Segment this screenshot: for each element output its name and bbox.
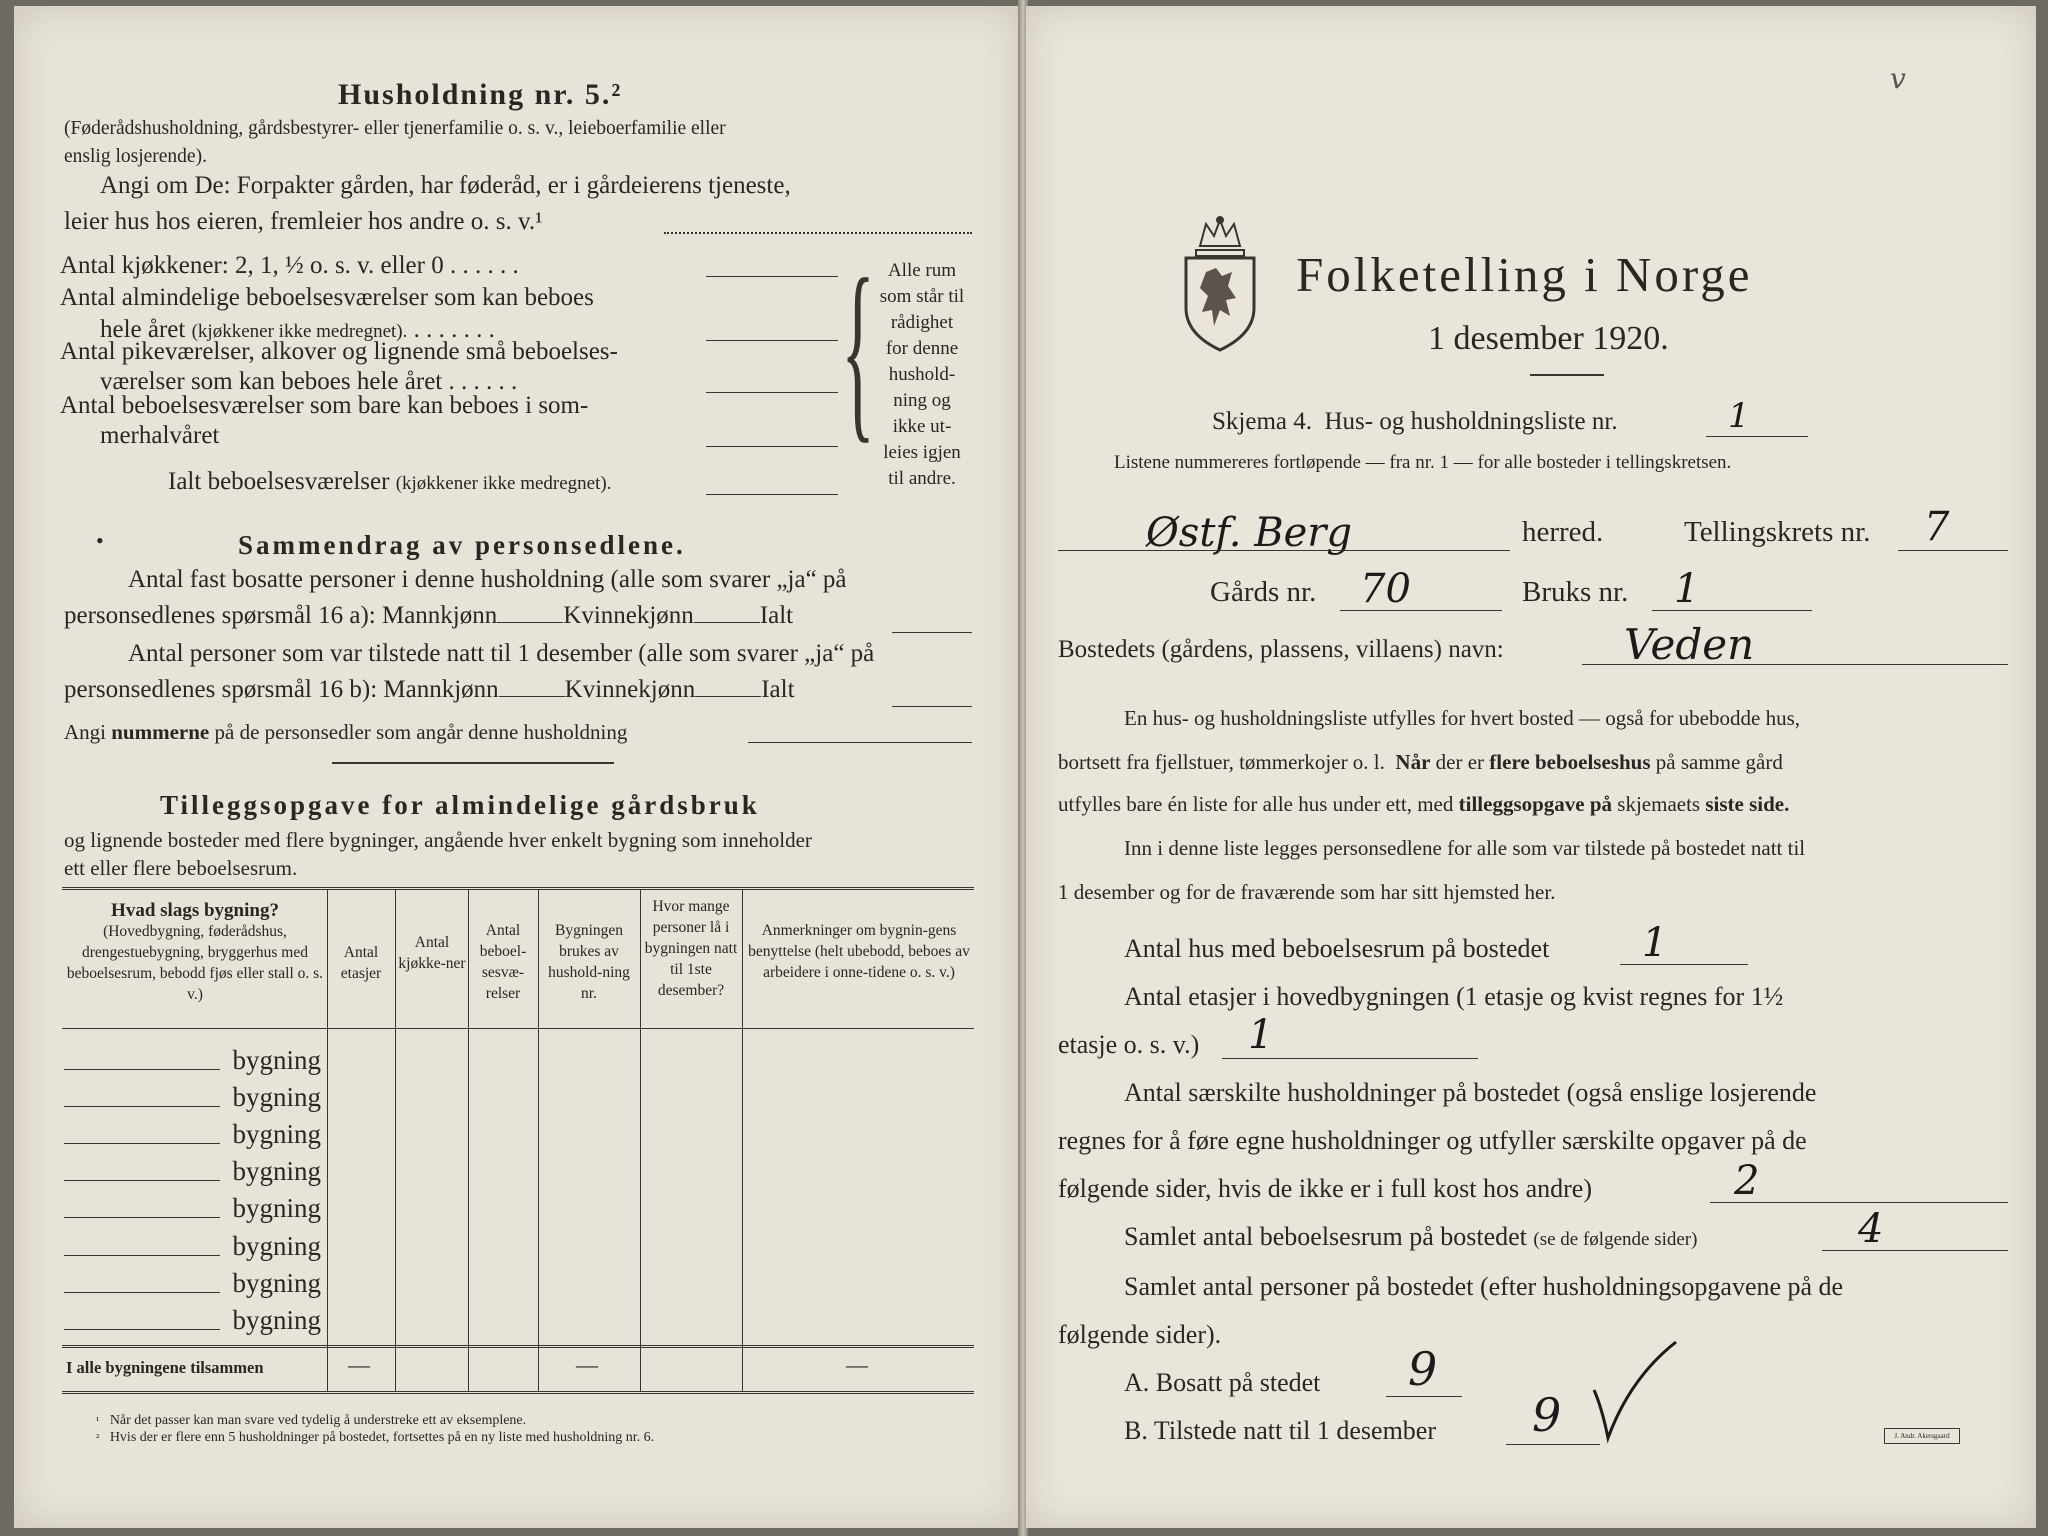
household-title: Husholdning nr. 5.² [338,78,623,111]
th-anmerkninger: Anmerkninger om bygnin-gens benyttelse (helt ubebodd, beboes av arbeidere i onne-tidene o. s. v.) [748,922,970,981]
bruks-value: 1 [1674,566,1700,612]
ialt-answer-line [706,494,838,495]
herred-label: herred. [1522,516,1604,548]
printer-stamp: J. Andr. Akersgaard [1884,1428,1960,1444]
pike-line-2: værelser som kan beboes hele året . . . . . . [100,368,518,395]
kjokkener-answer-line [706,276,838,277]
table-col-divider [640,890,641,1391]
th-bygning [66,900,324,1005]
samlet-personer-line-2: følgende sider). [1058,1320,1222,1349]
side-note [862,258,982,492]
gards-value: 70 [1360,566,1411,612]
table-col-divider [538,890,539,1391]
etasjer-answer-line [1222,1058,1478,1059]
checkmark-icon [1590,1338,1680,1448]
sommer-line-2: merhalvåret [100,422,220,449]
census-date: 1 desember 1920. [1428,320,1669,357]
nummerne-answer-line [748,742,972,743]
building-table [62,887,974,1394]
total-label: I alle bygningene tilsammen [66,1358,264,1377]
samlet-rum-value: 4 [1858,1206,1884,1252]
etasjer-line-1: Antal etasjer i hovedbygningen (1 etasje og kvist regnes for 1½ [1124,982,1784,1011]
side-note-line: til andre. [888,468,956,489]
bosatt-value: 9 [1408,1342,1438,1396]
herred-value: Østf. Berg [1146,510,1352,556]
table-col-divider [327,890,328,1391]
table-total-rule [62,1345,974,1348]
almindelige-answer-line [706,340,838,341]
bygning-row: bygning [62,1226,327,1262]
table-col-divider [742,890,743,1391]
angi-line-2: leier hus hos eieren, fremleier hos andre o. s. v.¹ [64,208,543,235]
angi-answer-line [664,232,972,234]
kjokkener-label: Antal kjøkkener: 2, 1, ½ o. s. v. eller 0 . . . . . . [60,252,519,279]
bygning-row: bygning [62,1077,327,1113]
th-bygning-sub: (Hovedbygning, føderådshus, drengestuebygning, bryggerhus med beboelsesrum, bebodd fjøs eller stall o. s. v.) [66,923,324,1003]
pike-line-1: Antal pikeværelser, alkover og lignende små beboelses- [60,338,618,365]
sommer-line-1: Antal beboelsesværelser som bare kan beboes i som- [60,392,589,419]
tillegg-line-2: ett eller flere beboelsesrum. [64,856,298,880]
listene-note: Listene nummereres fortløpende — fra nr. 1 — for alle bosteder i tellingskretsen. [1114,452,1732,473]
bosted-value: Veden [1624,620,1755,669]
fast-ialt-line [892,632,972,633]
samlet-personer-line-1: Samlet antal personer på bostedet (efter husholdningsopgavene på de [1124,1272,1844,1301]
total-dash: — [348,1352,370,1377]
tellingskrets-answer-line [1898,550,2008,551]
ialt-beboelses: Ialt beboelsesværelser (kjøkkener ikke medregnet). [168,468,612,495]
bosatt-answer-line [1386,1396,1462,1397]
tillegg-title: Tilleggsopgave for almindelige gårdsbruk [160,790,760,820]
husholdninger-line-2: regnes for å føre egne husholdninger og utfyller særskilte opgaver på de [1058,1126,1807,1155]
nummerne-line: Angi nummerne på de personsedler som angår denne husholdning [64,720,628,744]
th-beboelsesvaerelser: Antal beboel-sesvæ-relser [479,922,527,1002]
total-dash: — [846,1352,868,1377]
instr1-line-1: En hus- og husholdningsliste utfylles for hvert bosted — også for ubebodde hus, [1124,706,1800,730]
norwegian-coat-of-arms-icon [1176,216,1264,354]
angi-line-1: Angi om De: Forpakter gården, har føderåd, er i gårdeierens tjeneste, [100,172,791,199]
th-husholdning: Bygningen brukes av hushold-ning nr. [548,922,630,1002]
tellingskrets-label: Tellingskrets nr. [1684,516,1871,548]
tilstede-ialt-line [892,706,972,707]
household-subtitle-2: enslig losjerende). [64,146,207,167]
bosted-label: Bostedets (gårdens, plassens, villaens) navn: [1058,636,1504,663]
etasjer-line-2: etasje o. s. v.) [1058,1030,1200,1059]
gards-answer-line [1340,610,1502,611]
bygning-row: bygning [62,1151,327,1187]
side-note-line: Alle rum [887,260,957,281]
bruks-label: Bruks nr. [1522,576,1629,608]
hus-answer-line [1620,964,1748,965]
sommer-answer-line [706,446,838,447]
census-title: Folketelling i Norge [1296,247,1753,302]
th-etasjer: Antal etasjer [340,944,382,982]
tilstede-answer-line [1506,1444,1600,1445]
pike-answer-line [706,392,838,393]
instr2-line-1: Inn i denne liste legges personsedlene for alle som var tilstede på bostedet natt til [1124,836,1806,860]
tilstede-line-1: Antal personer som var tilstede natt til 1 desember (alle som svarer „ja“ på [128,640,875,667]
samlet-rum-answer-line [1822,1250,2008,1251]
tillegg-line-1: og lignende bosteder med flere bygninger, angående hver enkelt bygning som inneholder [64,828,812,852]
section-divider [332,762,614,764]
instr1-line-2: bortsett fra fjellstuer, tømmerkojer o. l. Når der er flere beboelseshus på samme gård [1058,750,1783,774]
husholdninger-line-1: Antal særskilte husholdninger på bostedet (også enslige losjerende [1124,1078,1817,1107]
side-note-line: som står til [879,286,965,307]
footnote-1: ¹ Når det passer kan man svare ved tydelig å understreke ett av eksemplene. [96,1413,527,1428]
th-bygning-title: Hvad slags bygning? [111,900,279,921]
skjema-line: Skjema 4. Hus- og husholdningsliste nr. [1212,408,1618,435]
skjema-value: 1 [1728,396,1750,436]
total-dash: — [576,1352,598,1377]
hus-value: 1 [1642,920,1668,966]
table-header-rule [62,1028,974,1029]
gards-label: Gårds nr. [1210,576,1317,608]
bruks-answer-line [1652,610,1812,611]
bosatt-label: A. Bosatt på stedet [1124,1368,1321,1397]
bosted-answer-line [1582,664,2008,665]
table-col-divider [468,890,469,1391]
tilstede-label: B. Tilstede natt til 1 desember [1124,1416,1436,1445]
footnote-2: ² Hvis der er flere enn 5 husholdninger på bostedet, fortsettes på en ny liste med husholdning nr. 6. [96,1430,655,1445]
etasjer-value: 1 [1248,1012,1274,1058]
bygning-row: bygning [62,1188,327,1224]
th-personer: Hvor mange personer lå i bygningen natt til 1ste desember? [644,898,738,999]
bygning-row: bygning [62,1300,327,1336]
skjema-answer-line [1706,436,1808,437]
side-note-line: ning og [893,390,951,411]
sammendrag-title: Sammendrag av personsedlene. [238,530,686,560]
husholdninger-value: 2 [1734,1158,1760,1204]
bygning-row: bygning [62,1040,327,1076]
fast-line-1: Antal fast bosatte personer i denne husholdning (alle som svarer „ja“ på [128,566,847,593]
herred-answer-line [1058,550,1510,551]
side-note-line: rådighet [890,312,954,333]
fast-line-2: personsedlenes spørsmål 16 a): Mannkjønn Kvinnekjønn Ialt [64,602,794,629]
bygning-row: bygning [62,1263,327,1299]
hus-label: Antal hus med beboelsesrum på bostedet [1124,934,1550,963]
table-col-divider [395,890,396,1391]
tilstede-line-2: personsedlenes spørsmål 16 b): Mannkjønn Kvinnekjønn Ialt [64,676,795,703]
side-note-line: ikke ut- [892,416,952,437]
husholdninger-answer-line [1710,1202,2008,1203]
brace-symbol: { [841,239,875,460]
almindelige-line-2: hele året (kjøkkener ikke medregnet). . . . . . . . [100,316,495,343]
tilstede-value: 9 [1532,1388,1562,1442]
husholdninger-line-3: følgende sider, hvis de ikke er i full kost hos andre) [1058,1174,1592,1203]
household-subtitle-1: (Føderådshusholdning, gårdsbestyrer- eller tjenerfamilie o. s. v., leieboerfamilie eller [64,118,726,139]
side-note-line: hushold- [888,364,956,385]
side-note-line: leies igjen [883,442,961,463]
instr2-line-2: 1 desember og for de fraværende som har sitt hjemsted her. [1058,880,1556,904]
th-kjokkener: Antal kjøkke-ner [398,934,466,972]
bullet-mark: • [96,528,104,553]
almindelige-line-1: Antal almindelige beboelsesværelser som kan beboes [60,284,594,311]
samlet-rum-line: Samlet antal beboelsesrum på bostedet (se de følgende sider) [1124,1222,1698,1251]
tellingskrets-value: 7 [1924,504,1950,550]
bygning-row: bygning [62,1114,327,1150]
instr1-line-3: utfylles bare én liste for alle hus under ett, med tilleggsopgave på skjemaets siste side. [1058,792,1790,816]
date-underline [1530,374,1604,376]
side-note-line: for denne [885,338,959,359]
corner-mark: v [1890,62,1906,95]
